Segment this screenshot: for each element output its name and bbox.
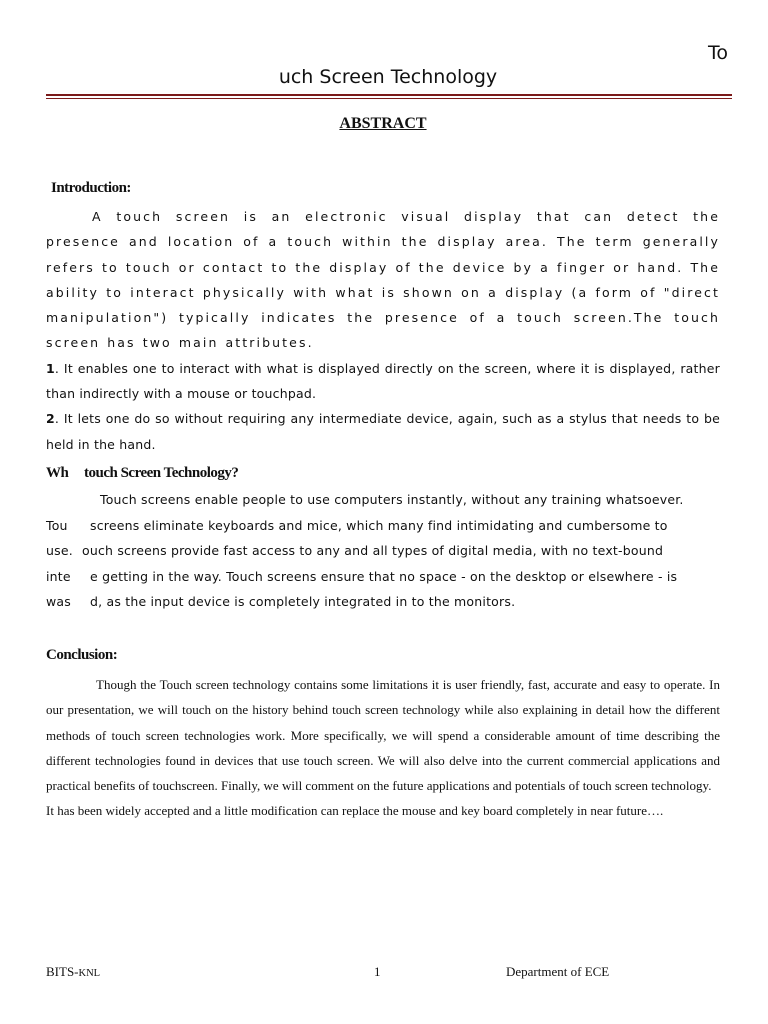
header-title-prefix: To [708,42,729,64]
footer-institution-code: KNL [78,968,101,979]
conclusion-paragraph-1-text: Though the Touch screen technology contains some limitations it is user friendly, fast, accurate and easy to operate. In our presentation, we will touch on the history behind touch screen technology while also explaining in detail how the different methods of touch screen technologies work. More specifically, we will spend a considerable amount of time describing the different technologies found in devices that use touch screen. We will also delve into the current commercial applications and practical benefits of touchscreen. Finally, we will comment on the future applications and potentials of touch screen technology. [46,677,720,794]
what-is-line-3-end: ouch screens provide fast access to any and all types of digital media, with no text-bound [82,543,664,558]
introduction-heading: Introduction: [51,180,131,196]
header-rule-thick [46,94,732,96]
what-is-line-4-start: inte [46,569,71,584]
what-is-line-2-start: Tou [46,518,68,533]
attribute-item-2-number: 2 [46,411,55,427]
what-is-line-5-start: was [46,594,71,609]
page-number: 1 [374,964,381,979]
what-is-line-5-end: d, as the input device is completely integrated in to the monitors. [90,594,516,609]
footer-left [46,964,100,980]
conclusion-body [46,672,720,824]
attribute-item-1 [46,356,720,407]
introduction-body [46,204,720,457]
what-is-line-1: Touch screens enable people to use computers instantly, without any training whatsoever. [100,492,684,507]
attribute-item-1-number: 1 [46,360,55,376]
what-is-heading-start: Wh [46,465,69,481]
what-is-line-2-end: screens eliminate keyboards and mice, which many find intimidating and cumbersome to [90,518,668,533]
attribute-item-2 [46,406,720,457]
what-is-heading-end: touch Screen Technology? [84,465,239,481]
what-is-line-4-end: e getting in the way. Touch screens ensure that no space - on the desktop or elsewhere - is [90,569,678,584]
abstract-title: ABSTRACT [339,115,427,132]
header-rule-thin [46,98,732,99]
footer-institution: BITS- [46,964,79,979]
conclusion-paragraph-1 [46,672,720,798]
conclusion-paragraph-2: It has been widely accepted and a little modification can replace the mouse and key board completely in near future…. [46,803,664,819]
what-is-line-3-start: use. [46,543,73,558]
introduction-paragraph [46,204,720,356]
attribute-item-2-text: . It lets one do so without requiring any intermediate device, again, such as a stylus that needs to be held in the hand. [46,411,720,452]
footer-department: Department of ECE [506,964,610,979]
attribute-item-1-text: . It enables one to interact with what is displayed directly on the screen, where it is displayed, rather than indirectly with a mouse or touchpad. [46,360,720,402]
header-title: uch Screen Technology [278,66,498,88]
conclusion-heading: Conclusion: [46,647,118,663]
introduction-paragraph-text: A touch screen is an electronic visual display that can detect the presence and location of a touch within the display area. The term generally refers to touch or contact to the display of the device by a finger or hand. The ability to interact physically with what is shown on a display (a form of "direct manipulation") typically indicates the presence of a touch screen.The touch screen has two main attributes. [46,209,720,351]
